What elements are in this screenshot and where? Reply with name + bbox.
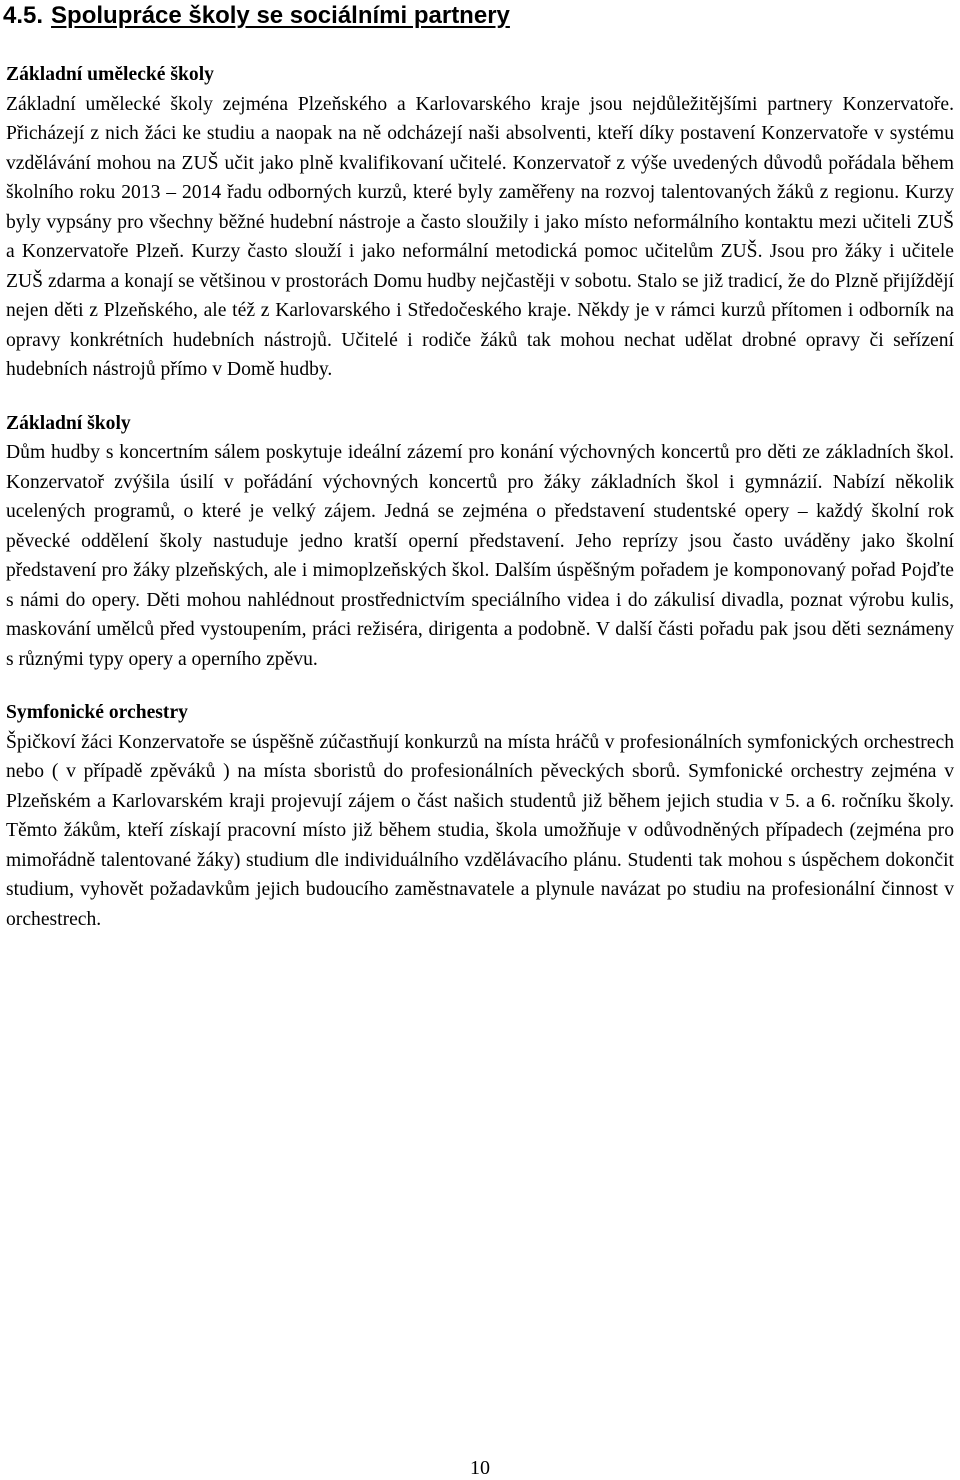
section-heading	[3, 2, 510, 30]
section-heading-number: 4.5.	[3, 2, 44, 29]
document-body	[6, 60, 954, 934]
subsection-paragraph: Dům hudby s koncertním sálem poskytuje ideální zázemí pro konání výchovných koncertů pro děti ze základních škol. Konzervatoř zvýšila úsilí v pořádání výchovných koncertů pro žáky základních škol i gymnázií. Nabízí několik ucelených programů, o které je velký zájem. Jedná se zejména o představení studentské opery – každý školní rok pěvecké oddělení školy nastuduje jedno kratší operní představení. Jeho reprízy jsou často uváděny jako školní představení pro žáky plzeňských, ale i mimoplzeňských škol. Dalším úspěšným pořadem je komponovaný pořad Pojďte s námi do opery. Děti mohou nahlédnout prostřednictvím speciálního videa i do zákulisí divadla, poznat výrobu kulis, maskování umělců před vystoupením, práci režiséra, dirigenta a podobně. V další části pořadu pak jsou děti seznámeny s různými typy opery a operního zpěvu.	[6, 442, 954, 670]
section-art-schools	[6, 60, 954, 385]
subsection-title: Symfonické orchestry	[6, 702, 188, 723]
section-primary-schools	[6, 409, 954, 675]
subsection-title: Základní školy	[6, 412, 131, 434]
section-heading-title: Spolupráce školy se sociálními partnery	[51, 2, 510, 29]
subsection-title: Základní umělecké školy	[6, 64, 214, 85]
subsection-paragraph: Špičkoví žáci Konzervatoře se úspěšně zúčastňují konkurzů na místa hráčů v profesionálních symfonických orchestrech nebo ( v případě zpěváků ) na místa sboristů do profesionálních pěveckých sborů. Symfonické orchestry zejména v Plzeňském a Karlovarském kraji projevují zájem o část našich studentů již během jejich studia v 5. a 6. ročníku školy. Těmto žákům, kteří získají pracovní místo již během studia, škola umožňuje v odůvodněných případech (zejména pro mimořádně talentované žáky) studium dle individuálního vzdělávacího plánu. Studenti tak mohou s úspěchem dokončit studium, vyhovět požadavkům jejich budoucího zaměstnavatele a plynule navázat po studiu na profesionální činnost v orchestrech.	[6, 731, 954, 930]
subsection-paragraph: Základní umělecké školy zejména Plzeňského a Karlovarského kraje jsou nejdůležitějšími partnery Konzervatoře. Přicházejí z nich žáci ke studiu a naopak na ně odcházejí naši absolventi, kteří díky postavení Konzervatoře v systému vzdělávání mohou na ZUŠ učit jako plně kvalifikovaní učitelé. Konzervatoř z výše uvedených důvodů pořádala během školního roku 2013 – 2014 řadu odborných kurzů, které byly zaměřeny na rozvoj talentovaných žáků z regionu. Kurzy byly vypsány pro všechny běžné hudební nástroje a často sloužily i jako místo neformálního kontaktu mezi učiteli ZUŠ a Konzervatoře Plzeň. Kurzy často slouží i jako neformální metodická pomoc učitelům ZUŠ. Jsou pro žáky i učitele ZUŠ zdarma a konají se většinou v prostorách Domu hudby nejčastěji v sobotu. Stalo se již tradicí, že do Plzně přijíždějí nejen děti z Plzeňského, ale též z Karlovarského i Středočeského kraje. Někdy je v rámci kurzů přítomen i odborník na opravy konkrétních hudebních nástrojů. Učitelé i rodiče žáků tak mohou nechat udělat drobné opravy či seřízení hudebních nástrojů přímo v Domě hudby.	[6, 93, 954, 380]
page-number: 10	[470, 1457, 490, 1479]
section-symphony-orchestras	[6, 698, 954, 934]
